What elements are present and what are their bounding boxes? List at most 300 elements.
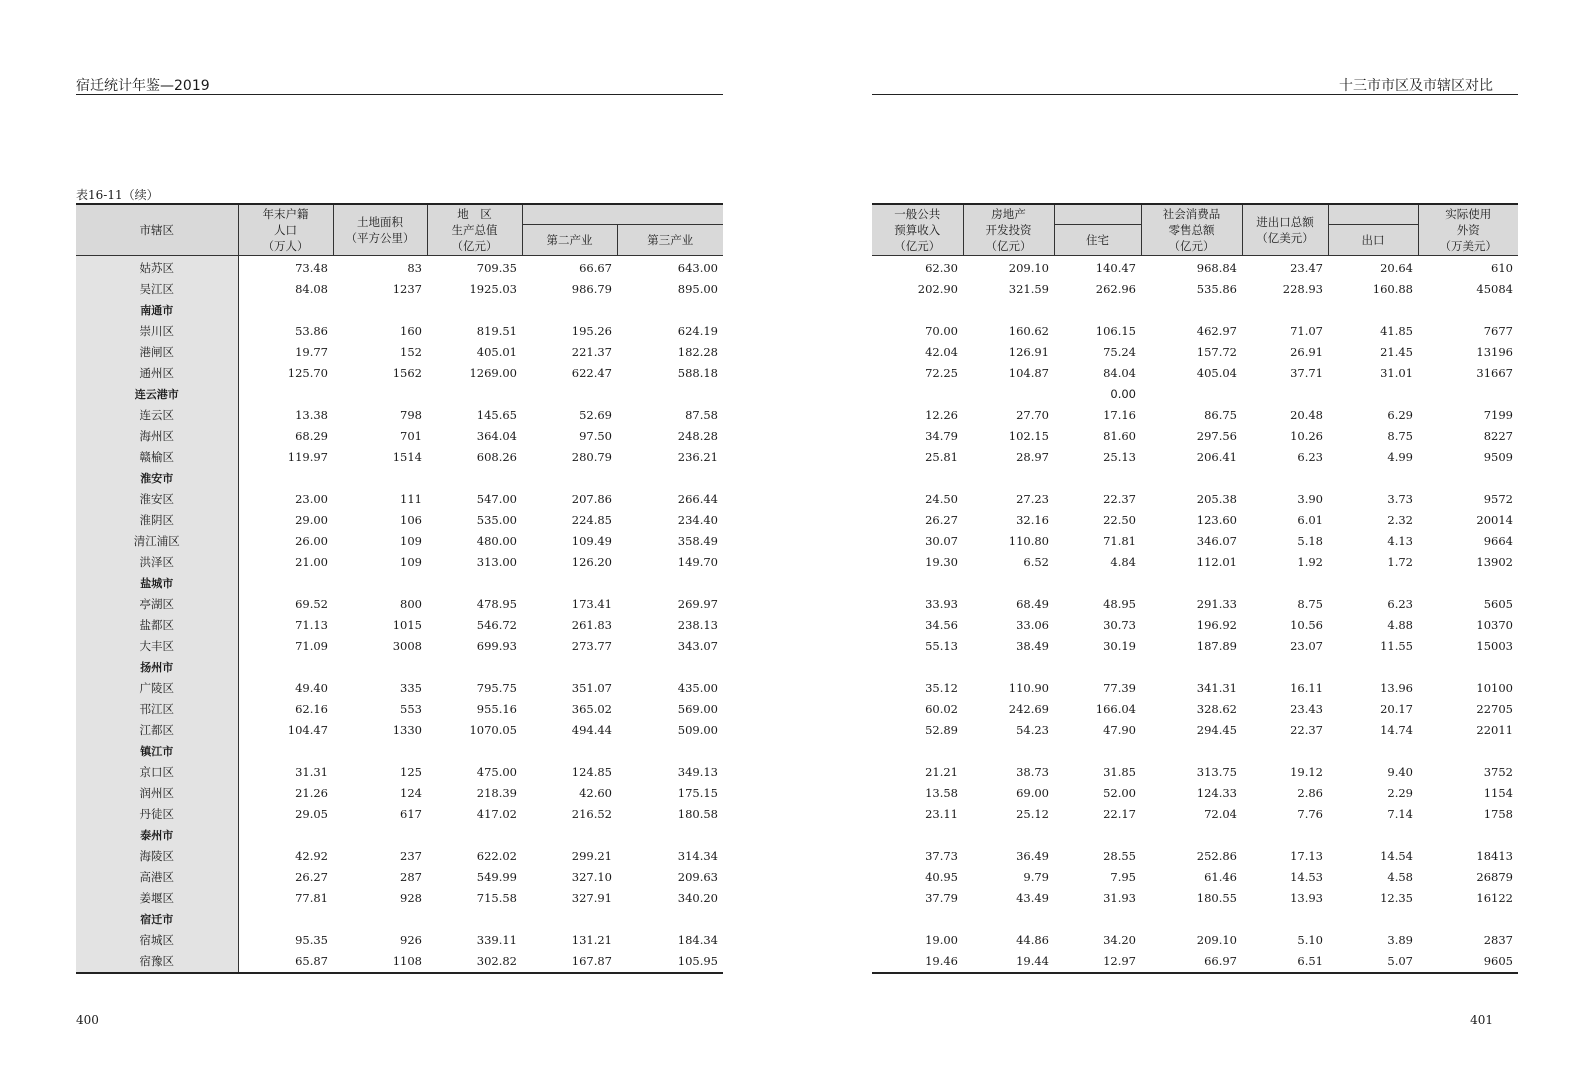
- table-cell: 608.26: [476, 450, 517, 464]
- table-cell: 3.73: [1387, 492, 1413, 506]
- table-cell: 7677: [1483, 324, 1513, 338]
- table-row: [76, 552, 723, 573]
- district-name: 港闸区: [76, 342, 238, 363]
- table-cell: 149.70: [677, 555, 718, 569]
- table-cell: 105.95: [617, 951, 723, 973]
- table-cell: 14.53: [1290, 870, 1323, 884]
- table-row: [76, 720, 723, 741]
- table-cell: 494.44: [571, 723, 612, 737]
- table-cell: 5.18: [1297, 534, 1323, 548]
- table-cell: [1141, 909, 1242, 930]
- table-cell: 3.89: [1387, 933, 1413, 947]
- table-cell: 29.00: [295, 513, 328, 527]
- col-header-gdp: 地 区 生产总值 （亿元）: [427, 204, 522, 256]
- table-cell: 70.00: [925, 324, 958, 338]
- table-cell: [427, 573, 522, 594]
- table-cell: 20.64: [1380, 261, 1413, 275]
- table-cell: 4.58: [1387, 870, 1413, 884]
- table-row: [76, 321, 723, 342]
- table-cell: 17.13: [1290, 849, 1323, 863]
- table-cell: 25.81: [925, 450, 958, 464]
- table-cell: 1514: [392, 450, 422, 464]
- table-cell: 7199: [1483, 408, 1513, 422]
- table-cell: [1328, 909, 1418, 930]
- table-cell: 8.75: [1387, 429, 1413, 443]
- table-cell: [1141, 741, 1242, 762]
- table-row: [872, 888, 1518, 909]
- table-cell: 37.79: [925, 891, 958, 905]
- table-cell: 53.86: [295, 324, 328, 338]
- table-row: [76, 951, 723, 973]
- table-cell: 478.95: [476, 597, 517, 611]
- table-cell: 13.93: [1290, 891, 1323, 905]
- table-cell: [1242, 825, 1328, 846]
- table-cell: 462.97: [1196, 324, 1237, 338]
- table-cell: 102.15: [1008, 429, 1049, 443]
- table-cell: 25.13: [1103, 450, 1136, 464]
- table-cell: [1418, 657, 1518, 678]
- table-cell: 7.76: [1297, 807, 1323, 821]
- table-cell: 13196: [1476, 345, 1513, 359]
- table-cell: 21.00: [295, 555, 328, 569]
- table-cell: 701: [400, 429, 422, 443]
- col-header-region: 市辖区: [76, 204, 238, 256]
- table-cell: [963, 468, 1054, 489]
- table-cell: 33.06: [1016, 618, 1049, 632]
- table-cell: 182.28: [677, 345, 718, 359]
- table-cell: 62.16: [295, 702, 328, 716]
- table-cell: 77.39: [1103, 681, 1136, 695]
- table-cell: [963, 384, 1054, 405]
- table-cell: [617, 909, 723, 930]
- table-cell: 26879: [1476, 870, 1513, 884]
- table-row: [76, 636, 723, 657]
- table-cell: [1054, 657, 1141, 678]
- table-cell: 42.04: [925, 345, 958, 359]
- table-cell: 624.19: [677, 324, 718, 338]
- table-cell: 0.00: [1110, 387, 1136, 401]
- table-row: [76, 594, 723, 615]
- table-cell: 157.72: [1196, 345, 1237, 359]
- table-row: [76, 783, 723, 804]
- table-cell: 475.00: [476, 765, 517, 779]
- table-cell: 32.16: [1016, 513, 1049, 527]
- table-cell: 19.12: [1290, 765, 1323, 779]
- city-group-row: [76, 384, 723, 405]
- table-cell: 287: [400, 870, 422, 884]
- table-cell: 3752: [1483, 765, 1513, 779]
- table-cell: 928: [400, 891, 422, 905]
- table-row: [76, 762, 723, 783]
- table-cell: 8227: [1483, 429, 1513, 443]
- table-cell: [963, 573, 1054, 594]
- table-cell: 2837: [1483, 933, 1513, 947]
- table-row: [872, 951, 1518, 973]
- running-header-right: 十三市市区及市辖区对比: [1339, 78, 1493, 94]
- table-cell: 22011: [1476, 723, 1513, 737]
- table-cell: [427, 909, 522, 930]
- table-cell: 21.21: [925, 765, 958, 779]
- table-cell: 588.18: [677, 366, 718, 380]
- district-name: 清江浦区: [76, 531, 238, 552]
- table-cell: [1141, 825, 1242, 846]
- table-cell: 60.02: [925, 702, 958, 716]
- table-cell: 1.92: [1297, 555, 1323, 569]
- table-cell: 955.16: [476, 702, 517, 716]
- table-cell: [872, 384, 963, 405]
- table-cell: 104.47: [287, 723, 328, 737]
- table-cell: [238, 825, 333, 846]
- table-cell: 2.86: [1297, 786, 1323, 800]
- table-cell: 926: [400, 933, 422, 947]
- table-cell: 124.85: [571, 765, 612, 779]
- table-cell: 140.47: [1095, 261, 1136, 275]
- table-cell: 1154: [1483, 786, 1513, 800]
- table-cell: 69.00: [1016, 786, 1049, 800]
- table-cell: 364.04: [476, 429, 517, 443]
- table-cell: 160.88: [1372, 282, 1413, 296]
- table-cell: 205.38: [1196, 492, 1237, 506]
- table-cell: 236.21: [677, 450, 718, 464]
- table-cell: 547.00: [476, 492, 517, 506]
- table-row: [872, 342, 1518, 363]
- table-cell: 72.04: [1204, 807, 1237, 821]
- table-cell: 327.10: [571, 870, 612, 884]
- table-cell: 365.02: [571, 702, 612, 716]
- table-cell: 195.26: [571, 324, 612, 338]
- table-cell: 216.52: [571, 807, 612, 821]
- table-row: [872, 552, 1518, 573]
- city-group-row: [872, 657, 1518, 678]
- table-cell: 71.07: [1290, 324, 1323, 338]
- table-cell: 124.33: [1196, 786, 1237, 800]
- table-cell: [333, 300, 427, 321]
- table-cell: [1141, 384, 1242, 405]
- district-name: 淮安区: [76, 489, 238, 510]
- table-cell: 262.96: [1095, 282, 1136, 296]
- table-cell: 126.91: [1008, 345, 1049, 359]
- table-cell: 31.93: [1103, 891, 1136, 905]
- table-row: [76, 256, 723, 280]
- table-cell: [238, 384, 333, 405]
- district-name: 连云区: [76, 405, 238, 426]
- table-cell: 7.14: [1387, 807, 1413, 821]
- district-name: 姜堰区: [76, 888, 238, 909]
- table-cell: 84.08: [295, 282, 328, 296]
- table-row: [76, 867, 723, 888]
- table-cell: 49.40: [295, 681, 328, 695]
- table-cell: 17.16: [1103, 408, 1136, 422]
- table-cell: 22.37: [1103, 492, 1136, 506]
- table-cell: 346.07: [1196, 534, 1237, 548]
- table-cell: [522, 741, 617, 762]
- table-cell: [1141, 573, 1242, 594]
- col-header-housing: 住宅: [1054, 225, 1141, 256]
- table-cell: 26.27: [295, 870, 328, 884]
- table-cell: 4.88: [1387, 618, 1413, 632]
- page-number-left: 400: [76, 1013, 99, 1027]
- table-cell: 1758: [1483, 807, 1513, 821]
- district-name: 赣榆区: [76, 447, 238, 468]
- table-cell: 5.07: [1328, 951, 1418, 973]
- table-cell: [1242, 468, 1328, 489]
- table-cell: 187.89: [1196, 639, 1237, 653]
- city-group-row: [76, 468, 723, 489]
- table-row: [76, 510, 723, 531]
- table-cell: 248.28: [677, 429, 718, 443]
- table-cell: 2.29: [1387, 786, 1413, 800]
- table-cell: 34.79: [925, 429, 958, 443]
- table-cell: 242.69: [1008, 702, 1049, 716]
- table-cell: 10370: [1476, 618, 1513, 632]
- table-cell: [238, 573, 333, 594]
- table-cell: [1141, 468, 1242, 489]
- col-header-realestate: 房地产 开发投资 （亿元）: [963, 204, 1054, 256]
- table-cell: 25.12: [1016, 807, 1049, 821]
- table-row: [872, 279, 1518, 300]
- city-group-row: [872, 384, 1518, 405]
- table-cell: 30.07: [925, 534, 958, 548]
- table-cell: [1054, 741, 1141, 762]
- district-name: 丹徒区: [76, 804, 238, 825]
- table-cell: 9572: [1483, 492, 1513, 506]
- table-cell: 37.71: [1290, 366, 1323, 380]
- table-cell: 610: [1491, 261, 1513, 275]
- table-cell: [522, 468, 617, 489]
- city-name: 连云港市: [76, 384, 238, 405]
- table-cell: 10.56: [1290, 618, 1323, 632]
- col-header-export: 出口: [1328, 225, 1418, 256]
- district-name: 宿城区: [76, 930, 238, 951]
- table-cell: 26.27: [925, 513, 958, 527]
- table-cell: 20.17: [1380, 702, 1413, 716]
- col-header-tertiary: 第三产业: [617, 225, 723, 256]
- col-header-gdp-group: [522, 204, 723, 225]
- table-cell: 405.01: [476, 345, 517, 359]
- table-cell: 131.21: [571, 933, 612, 947]
- district-name: 通州区: [76, 363, 238, 384]
- table-cell: 6.01: [1297, 513, 1323, 527]
- table-cell: [1328, 573, 1418, 594]
- district-name: 润州区: [76, 783, 238, 804]
- table-caption: 表16-11（续）: [76, 188, 159, 202]
- table-cell: [872, 825, 963, 846]
- table-cell: 6.51: [1242, 951, 1328, 973]
- table-cell: [1141, 300, 1242, 321]
- table-cell: 23.11: [925, 807, 958, 821]
- table-cell: 26.91: [1290, 345, 1323, 359]
- table-cell: 68.49: [1016, 597, 1049, 611]
- table-cell: [333, 468, 427, 489]
- table-cell: 297.56: [1196, 429, 1237, 443]
- table-cell: 160.62: [1008, 324, 1049, 338]
- city-group-row: [872, 741, 1518, 762]
- table-row: [76, 615, 723, 636]
- table-cell: 224.85: [571, 513, 612, 527]
- table-cell: [522, 573, 617, 594]
- table-cell: 41.85: [1380, 324, 1413, 338]
- district-name: 亭湖区: [76, 594, 238, 615]
- table-row: [872, 510, 1518, 531]
- table-cell: 1237: [392, 282, 422, 296]
- table-cell: 29.05: [295, 807, 328, 821]
- table-cell: [1054, 468, 1141, 489]
- table-cell: 124: [400, 786, 422, 800]
- table-cell: 23.47: [1290, 261, 1323, 275]
- table-cell: [522, 825, 617, 846]
- table-cell: 19.77: [295, 345, 328, 359]
- table-cell: [1242, 657, 1328, 678]
- table-cell: 23.07: [1290, 639, 1323, 653]
- table-cell: 327.91: [571, 891, 612, 905]
- table-cell: [617, 300, 723, 321]
- city-name: 镇江市: [76, 741, 238, 762]
- table-cell: 19.00: [925, 933, 958, 947]
- table-cell: [872, 573, 963, 594]
- table-cell: [1328, 741, 1418, 762]
- table-cell: 184.34: [677, 933, 718, 947]
- table-row: [76, 489, 723, 510]
- table-cell: 110.80: [1008, 534, 1049, 548]
- table-cell: 9.79: [1023, 870, 1049, 884]
- table-cell: [238, 741, 333, 762]
- table-cell: [238, 657, 333, 678]
- table-cell: 280.79: [571, 450, 612, 464]
- table-cell: 13.96: [1380, 681, 1413, 695]
- table-cell: 109.49: [571, 534, 612, 548]
- table-cell: 3008: [392, 639, 422, 653]
- table-cell: 27.23: [1016, 492, 1049, 506]
- table-cell: 14.54: [1380, 849, 1413, 863]
- district-name: 淮阴区: [76, 510, 238, 531]
- table-cell: [872, 741, 963, 762]
- table-row: [76, 930, 723, 951]
- table-row: [872, 363, 1518, 384]
- table-cell: 895.00: [677, 282, 718, 296]
- table-cell: [427, 384, 522, 405]
- table-cell: 36.49: [1016, 849, 1049, 863]
- table-cell: 6.23: [1387, 597, 1413, 611]
- table-cell: 20014: [1476, 513, 1513, 527]
- table-cell: [427, 741, 522, 762]
- table-cell: 66.97: [1141, 951, 1242, 973]
- table-cell: 339.11: [476, 933, 517, 947]
- table-cell: 52.89: [925, 723, 958, 737]
- header-rule-left: [76, 94, 723, 95]
- table-cell: 405.04: [1196, 366, 1237, 380]
- table-cell: 86.75: [1204, 408, 1237, 422]
- table-cell: [1328, 657, 1418, 678]
- table-cell: 27.70: [1016, 408, 1049, 422]
- table-cell: [1418, 825, 1518, 846]
- table-cell: [333, 825, 427, 846]
- table-cell: 126.20: [571, 555, 612, 569]
- table-cell: [1328, 468, 1418, 489]
- table-row: [76, 804, 723, 825]
- table-cell: 73.48: [295, 261, 328, 275]
- table-cell: 166.04: [1095, 702, 1136, 716]
- table-cell: 40.95: [925, 870, 958, 884]
- table-cell: 1269.00: [469, 366, 517, 380]
- table-row: [872, 615, 1518, 636]
- table-cell: 84.04: [1103, 366, 1136, 380]
- table-cell: 238.13: [677, 618, 718, 632]
- table-cell: 4.99: [1387, 450, 1413, 464]
- table-cell: 417.02: [476, 807, 517, 821]
- table-cell: 1330: [392, 723, 422, 737]
- table-cell: 180.55: [1196, 891, 1237, 905]
- table-cell: 125: [400, 765, 422, 779]
- col-header-housing-group: [1054, 204, 1141, 225]
- table-row: [76, 447, 723, 468]
- table-row: [76, 846, 723, 867]
- table-cell: 795.75: [476, 681, 517, 695]
- table-cell: 152: [400, 345, 422, 359]
- table-cell: [333, 573, 427, 594]
- table-cell: 261.83: [571, 618, 612, 632]
- table-cell: [1418, 468, 1518, 489]
- table-cell: 553: [400, 702, 422, 716]
- table-cell: 106.15: [1095, 324, 1136, 338]
- table-cell: 23.00: [295, 492, 328, 506]
- table-cell: 19.44: [963, 951, 1054, 973]
- table-cell: [1054, 909, 1141, 930]
- table-cell: [1242, 741, 1328, 762]
- table-cell: 44.86: [1016, 933, 1049, 947]
- table-cell: 38.73: [1016, 765, 1049, 779]
- table-cell: 26.00: [295, 534, 328, 548]
- table-cell: 23.43: [1290, 702, 1323, 716]
- table-cell: 273.77: [571, 639, 612, 653]
- table-cell: [522, 909, 617, 930]
- table-cell: 328.62: [1196, 702, 1237, 716]
- table-row: [76, 888, 723, 909]
- table-cell: 819.51: [476, 324, 517, 338]
- table-cell: 125.70: [287, 366, 328, 380]
- table-cell: [872, 468, 963, 489]
- table-cell: 9509: [1483, 450, 1513, 464]
- table-cell: 622.02: [476, 849, 517, 863]
- table-cell: 709.35: [476, 261, 517, 275]
- table-cell: [427, 825, 522, 846]
- district-name: 邗江区: [76, 699, 238, 720]
- table-cell: [1054, 825, 1141, 846]
- table-cell: 30.73: [1103, 618, 1136, 632]
- table-cell: 83: [407, 261, 422, 275]
- table-cell: 291.33: [1196, 597, 1237, 611]
- table-row: [872, 321, 1518, 342]
- table-cell: 321.59: [1008, 282, 1049, 296]
- table-cell: 299.21: [571, 849, 612, 863]
- table-cell: 202.90: [917, 282, 958, 296]
- table-cell: 72.25: [925, 366, 958, 380]
- table-row: [872, 846, 1518, 867]
- table-cell: 12.35: [1380, 891, 1413, 905]
- table-cell: 35.12: [925, 681, 958, 695]
- table-cell: [238, 300, 333, 321]
- table-cell: 47.90: [1103, 723, 1136, 737]
- table-cell: 6.29: [1387, 408, 1413, 422]
- city-group-row: [76, 825, 723, 846]
- table-cell: 1070.05: [469, 723, 517, 737]
- table-cell: 1108: [333, 951, 427, 973]
- table-cell: 77.81: [295, 891, 328, 905]
- table-cell: 3.90: [1297, 492, 1323, 506]
- table-cell: 19.46: [872, 951, 963, 973]
- table-cell: 45084: [1476, 282, 1513, 296]
- table-cell: 4.13: [1387, 534, 1413, 548]
- table-cell: 173.41: [571, 597, 612, 611]
